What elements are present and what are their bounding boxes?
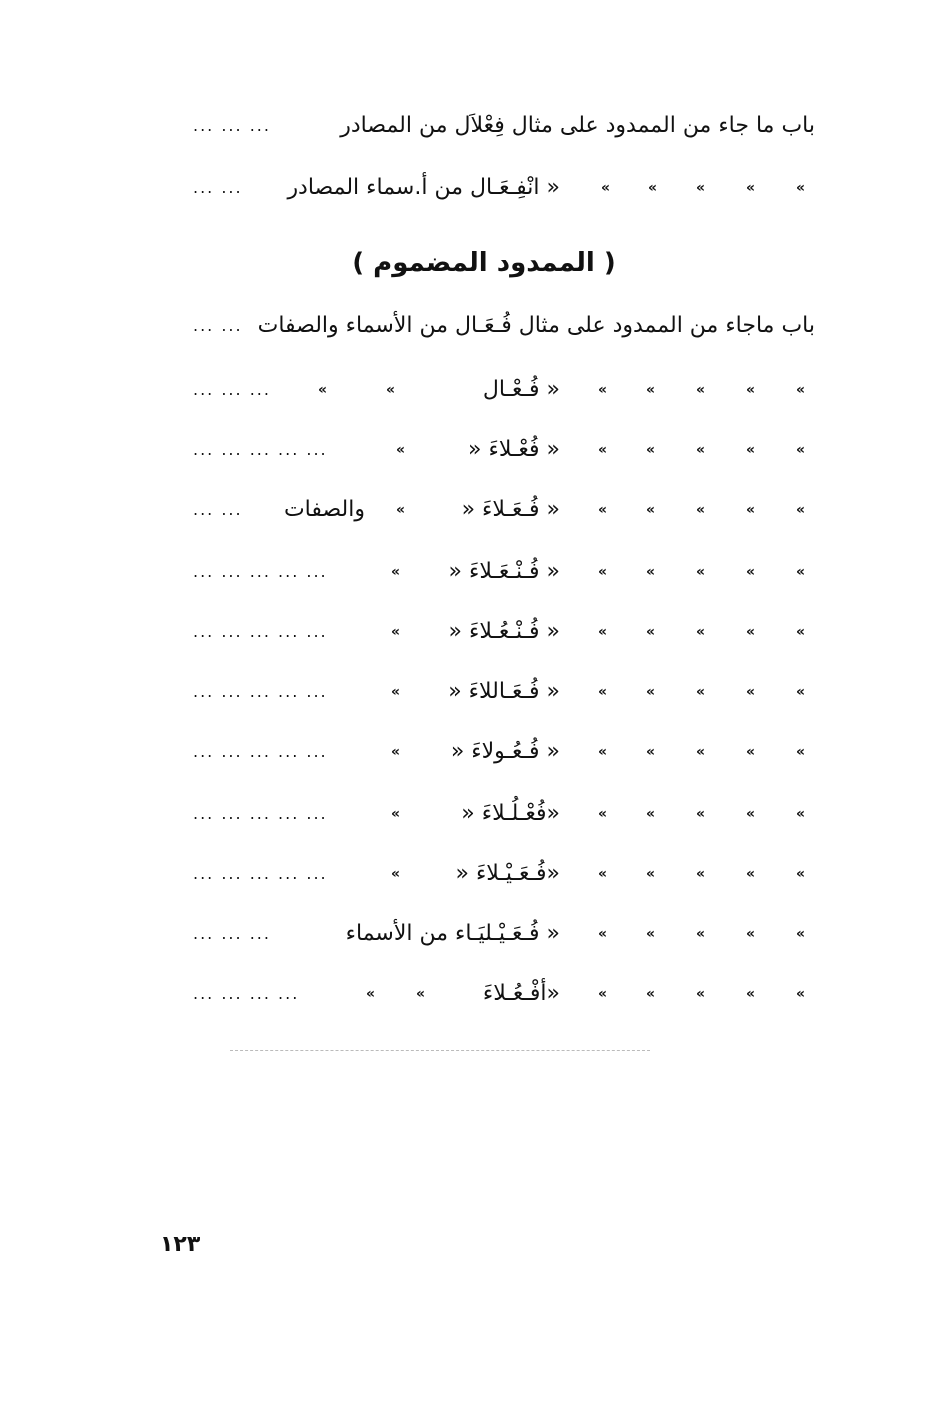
entry-word: « فُعْـلاءَ « bbox=[468, 437, 560, 462]
ditto-mark: » bbox=[695, 806, 705, 822]
ditto-mark: » bbox=[415, 986, 425, 1002]
ditto-mark: » bbox=[390, 624, 400, 640]
entry-line-1 bbox=[185, 106, 815, 146]
entry-label: باب ما جاء من الممدود على مثال فِعْلاَل من المصادر bbox=[340, 113, 815, 138]
ellipsis-run: ... ... ... ... ... bbox=[193, 742, 328, 761]
ditto-mark: » bbox=[745, 744, 755, 760]
ditto-mark: » bbox=[695, 442, 705, 458]
ditto-mark: » bbox=[795, 986, 805, 1002]
ellipsis-run: ... ... ... ... ... bbox=[193, 804, 328, 823]
ditto-mark: » bbox=[645, 564, 655, 580]
ditto-mark: » bbox=[600, 180, 610, 196]
entry-word: « انْفِـعَـال من أ.سماء المصادر bbox=[287, 175, 560, 200]
ditto-mark: » bbox=[695, 624, 705, 640]
ditto-mark: » bbox=[597, 744, 607, 760]
ditto-mark: » bbox=[645, 442, 655, 458]
entry-word: « فُـعُـولاءَ « bbox=[450, 739, 560, 764]
ditto-mark: » bbox=[645, 806, 655, 822]
ditto-mark: » bbox=[645, 684, 655, 700]
ditto-mark: » bbox=[395, 442, 405, 458]
entry-row bbox=[185, 974, 815, 1014]
ditto-mark: » bbox=[597, 926, 607, 942]
entry-word: «أفْـعُـلاءَ bbox=[482, 981, 560, 1006]
section-intro-line bbox=[185, 306, 815, 346]
ditto-mark: » bbox=[390, 806, 400, 822]
ditto-mark: » bbox=[745, 180, 755, 196]
entry-row bbox=[185, 672, 815, 712]
entry-word: «فُعْـلُـلاءَ « bbox=[461, 801, 560, 826]
section-heading: ( الممدود المضموم ) bbox=[352, 248, 616, 278]
entry-word: « فُـعَـيْـليَـاء من الأسماء bbox=[345, 921, 560, 946]
ditto-mark: » bbox=[390, 684, 400, 700]
entry-line-2 bbox=[185, 168, 815, 208]
ditto-mark: » bbox=[745, 442, 755, 458]
divider-rule bbox=[230, 1050, 650, 1051]
ditto-mark: » bbox=[645, 744, 655, 760]
ellipsis-run: ... ... bbox=[193, 500, 243, 519]
ditto-mark: » bbox=[745, 986, 755, 1002]
ditto-mark: » bbox=[795, 806, 805, 822]
ditto-mark: » bbox=[695, 180, 705, 196]
ditto-mark: » bbox=[745, 806, 755, 822]
entry-row bbox=[185, 552, 815, 592]
ditto-mark: » bbox=[695, 684, 705, 700]
ditto-mark: » bbox=[597, 564, 607, 580]
ditto-mark: » bbox=[317, 382, 327, 398]
ditto-mark: » bbox=[597, 684, 607, 700]
ditto-mark: » bbox=[745, 502, 755, 518]
ditto-mark: » bbox=[745, 624, 755, 640]
ditto-mark: » bbox=[365, 986, 375, 1002]
entry-row bbox=[185, 612, 815, 652]
ellipsis-run: ... ... ... bbox=[193, 924, 271, 943]
ditto-mark: » bbox=[390, 564, 400, 580]
entry-word: «فُـعَـيْـلاءَ « bbox=[455, 861, 560, 886]
ditto-mark: » bbox=[795, 744, 805, 760]
entry-word: « فُـنْـعَـلاءَ « bbox=[448, 559, 560, 584]
entry-row bbox=[185, 914, 815, 954]
ellipsis-run: ... ... ... bbox=[193, 116, 271, 135]
ditto-mark: » bbox=[597, 442, 607, 458]
entry-extra: والصفات bbox=[283, 497, 365, 522]
ditto-mark: » bbox=[597, 382, 607, 398]
ditto-mark: » bbox=[795, 866, 805, 882]
entry-label: باب ماجاء من الممدود على مثال فُـعَـال من الأسماء والصفات bbox=[257, 313, 815, 338]
ellipsis-run: ... ... bbox=[193, 316, 243, 335]
ditto-mark: » bbox=[795, 442, 805, 458]
ditto-mark: » bbox=[795, 624, 805, 640]
ditto-mark: » bbox=[390, 744, 400, 760]
ditto-mark: » bbox=[390, 866, 400, 882]
ditto-mark: » bbox=[597, 624, 607, 640]
ditto-mark: » bbox=[385, 382, 395, 398]
entry-word: « فُـعَـاللاءَ « bbox=[448, 679, 560, 704]
ditto-mark: » bbox=[695, 502, 705, 518]
ellipsis-run: ... ... ... ... ... bbox=[193, 682, 328, 701]
entry-row bbox=[185, 370, 815, 410]
ditto-mark: » bbox=[645, 624, 655, 640]
ditto-mark: » bbox=[795, 564, 805, 580]
ellipsis-run: ... ... ... ... ... bbox=[193, 440, 328, 459]
ditto-mark: » bbox=[645, 866, 655, 882]
ditto-mark: » bbox=[695, 564, 705, 580]
page-number: ١٢٣ bbox=[160, 1232, 201, 1257]
ditto-mark: » bbox=[745, 382, 755, 398]
ditto-mark: » bbox=[597, 866, 607, 882]
ditto-mark: » bbox=[745, 926, 755, 942]
ditto-mark: » bbox=[795, 180, 805, 196]
ditto-mark: » bbox=[645, 382, 655, 398]
entry-word: « فُـعَـلاءَ « bbox=[461, 497, 560, 522]
ditto-mark: » bbox=[647, 180, 657, 196]
ditto-mark: » bbox=[745, 684, 755, 700]
ditto-mark: » bbox=[695, 926, 705, 942]
entry-row bbox=[185, 732, 815, 772]
ditto-mark: » bbox=[597, 986, 607, 1002]
ditto-mark: » bbox=[795, 684, 805, 700]
ditto-mark: » bbox=[597, 502, 607, 518]
ellipsis-run: ... ... bbox=[193, 178, 243, 197]
ditto-mark: » bbox=[695, 866, 705, 882]
ditto-mark: » bbox=[695, 744, 705, 760]
ditto-mark: » bbox=[745, 564, 755, 580]
entry-row bbox=[185, 430, 815, 470]
entry-word: « فُـعْـال bbox=[482, 377, 560, 402]
ellipsis-run: ... ... ... ... ... bbox=[193, 622, 328, 641]
ditto-mark: » bbox=[745, 866, 755, 882]
ditto-mark: » bbox=[645, 986, 655, 1002]
ellipsis-run: ... ... ... ... ... bbox=[193, 864, 328, 883]
entry-row bbox=[185, 854, 815, 894]
ditto-mark: » bbox=[795, 926, 805, 942]
ditto-mark: » bbox=[645, 502, 655, 518]
ellipsis-run: ... ... ... ... ... bbox=[193, 562, 328, 581]
ditto-mark: » bbox=[395, 502, 405, 518]
ditto-mark: » bbox=[795, 502, 805, 518]
ditto-mark: » bbox=[645, 926, 655, 942]
ditto-mark: » bbox=[597, 806, 607, 822]
entry-word: « فُـنْـعُـلاءَ « bbox=[448, 619, 560, 644]
ellipsis-run: ... ... ... ... bbox=[193, 984, 300, 1003]
ditto-mark: » bbox=[795, 382, 805, 398]
entry-row bbox=[185, 490, 815, 530]
ditto-mark: » bbox=[695, 382, 705, 398]
ditto-mark: » bbox=[695, 986, 705, 1002]
ellipsis-run: ... ... ... bbox=[193, 380, 271, 399]
entry-row bbox=[185, 794, 815, 834]
